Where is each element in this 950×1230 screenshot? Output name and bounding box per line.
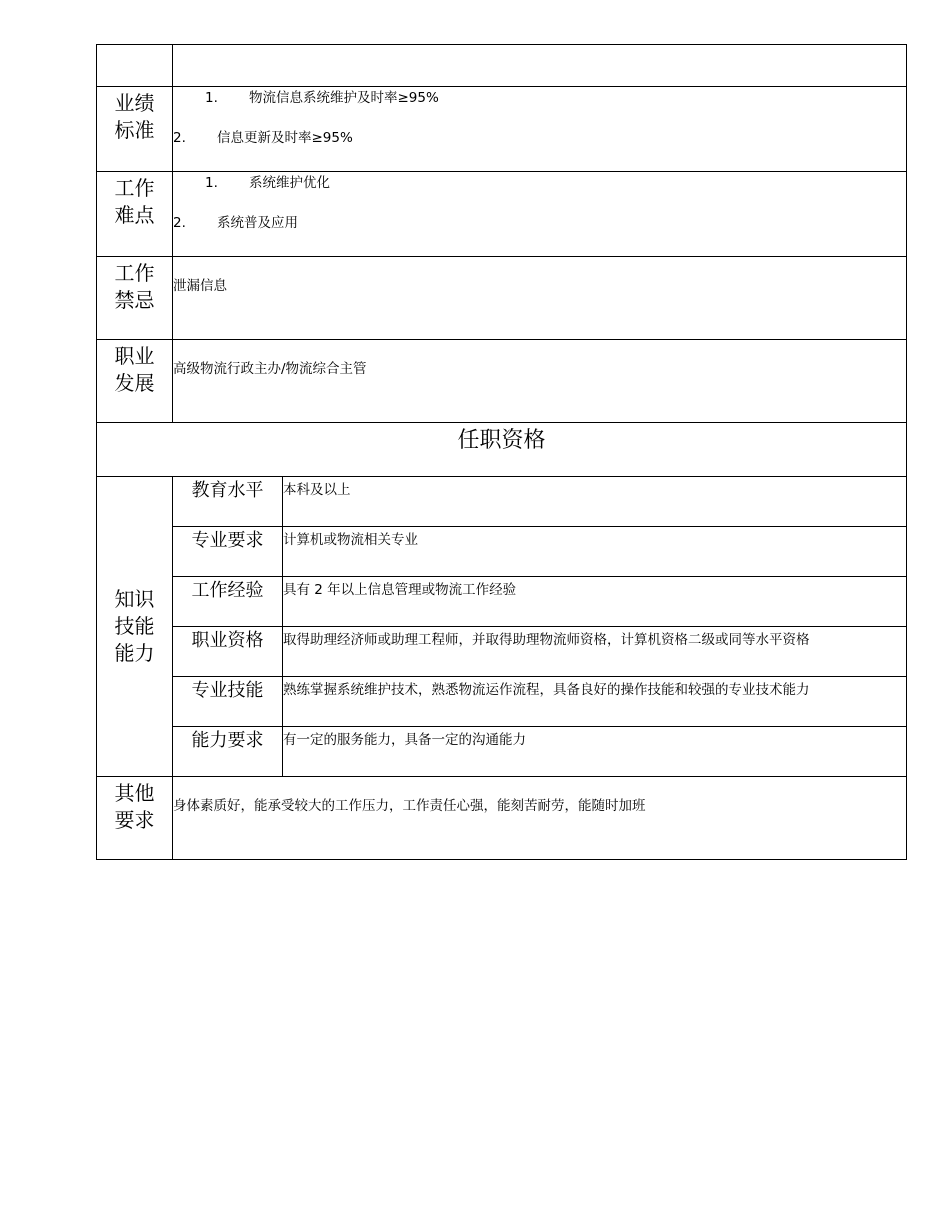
qualification-heading-row <box>97 423 907 477</box>
other-label-line1: 其他 <box>114 781 155 805</box>
certification-value: 取得助理经济师或助理工程师，并取得助理物流师资格，计算机资格二级或同等水平资格 <box>283 627 907 677</box>
list-item <box>173 129 353 147</box>
career-label-line1: 职业 <box>114 344 155 368</box>
list-item-text: 系统普及应用 <box>217 215 298 231</box>
list-item-number: 1. <box>205 90 218 106</box>
ability-label: 能力要求 <box>173 727 283 777</box>
other-label <box>97 777 173 860</box>
knowledge-label-line2: 技能 <box>114 614 155 638</box>
difficulty-label-line1: 工作 <box>114 176 155 200</box>
major-label: 专业要求 <box>173 527 283 577</box>
knowledge-skill-label <box>97 477 173 777</box>
performance-label-line1: 业绩 <box>114 91 155 115</box>
top-blank-content-cell <box>173 45 907 87</box>
other-row <box>97 777 907 860</box>
list-item-text: 系统维护优化 <box>249 175 330 191</box>
other-label-line2: 要求 <box>114 808 155 832</box>
qualification-heading: 任职资格 <box>97 423 907 477</box>
qualification-row <box>97 627 907 677</box>
list-item-number: 1. <box>205 175 218 191</box>
experience-label: 工作经验 <box>173 577 283 627</box>
list-item-text: 物流信息系统维护及时率≥95% <box>249 90 439 106</box>
performance-label-line2: 标准 <box>114 118 155 142</box>
difficulty-label <box>97 172 173 257</box>
difficulty-content <box>173 172 907 257</box>
performance-content <box>173 87 907 172</box>
top-blank-row <box>97 45 907 87</box>
major-value: 计算机或物流相关专业 <box>283 527 907 577</box>
difficulty-label-line2: 难点 <box>114 203 155 227</box>
qualification-row <box>97 677 907 727</box>
performance-row <box>97 87 907 172</box>
career-content: 高级物流行政主办/物流综合主管 <box>173 340 907 423</box>
qualification-row <box>97 527 907 577</box>
taboo-label <box>97 257 173 340</box>
list-item-text: 信息更新及时率≥95% <box>217 130 353 146</box>
list-item <box>205 174 330 192</box>
other-content: 身体素质好，能承受较大的工作压力，工作责任心强，能刻苦耐劳，能随时加班 <box>173 777 907 860</box>
list-item <box>173 214 298 232</box>
qualification-row <box>97 577 907 627</box>
certification-label: 职业资格 <box>173 627 283 677</box>
taboo-content: 泄漏信息 <box>173 257 907 340</box>
performance-label <box>97 87 173 172</box>
ability-value: 有一定的服务能力，具备一定的沟通能力 <box>283 727 907 777</box>
taboo-label-line2: 禁忌 <box>114 288 155 312</box>
knowledge-label-line3: 能力 <box>114 641 155 665</box>
job-description-table <box>96 44 907 860</box>
career-row <box>97 340 907 423</box>
skill-label: 专业技能 <box>173 677 283 727</box>
skill-value: 熟练掌握系统维护技术，熟悉物流运作流程，具备良好的操作技能和较强的专业技术能力 <box>283 677 907 727</box>
career-label <box>97 340 173 423</box>
knowledge-label-line1: 知识 <box>114 587 155 611</box>
qualification-row <box>97 477 907 527</box>
career-label-line2: 发展 <box>114 371 155 395</box>
education-value: 本科及以上 <box>283 477 907 527</box>
experience-value: 具有 2 年以上信息管理或物流工作经验 <box>283 577 907 627</box>
list-item <box>205 89 439 107</box>
top-blank-label-cell <box>97 45 173 87</box>
list-item-number: 2. <box>173 130 186 146</box>
education-label: 教育水平 <box>173 477 283 527</box>
list-item-number: 2. <box>173 215 186 231</box>
taboo-row <box>97 257 907 340</box>
qualification-row <box>97 727 907 777</box>
difficulty-row <box>97 172 907 257</box>
taboo-label-line1: 工作 <box>114 261 155 285</box>
